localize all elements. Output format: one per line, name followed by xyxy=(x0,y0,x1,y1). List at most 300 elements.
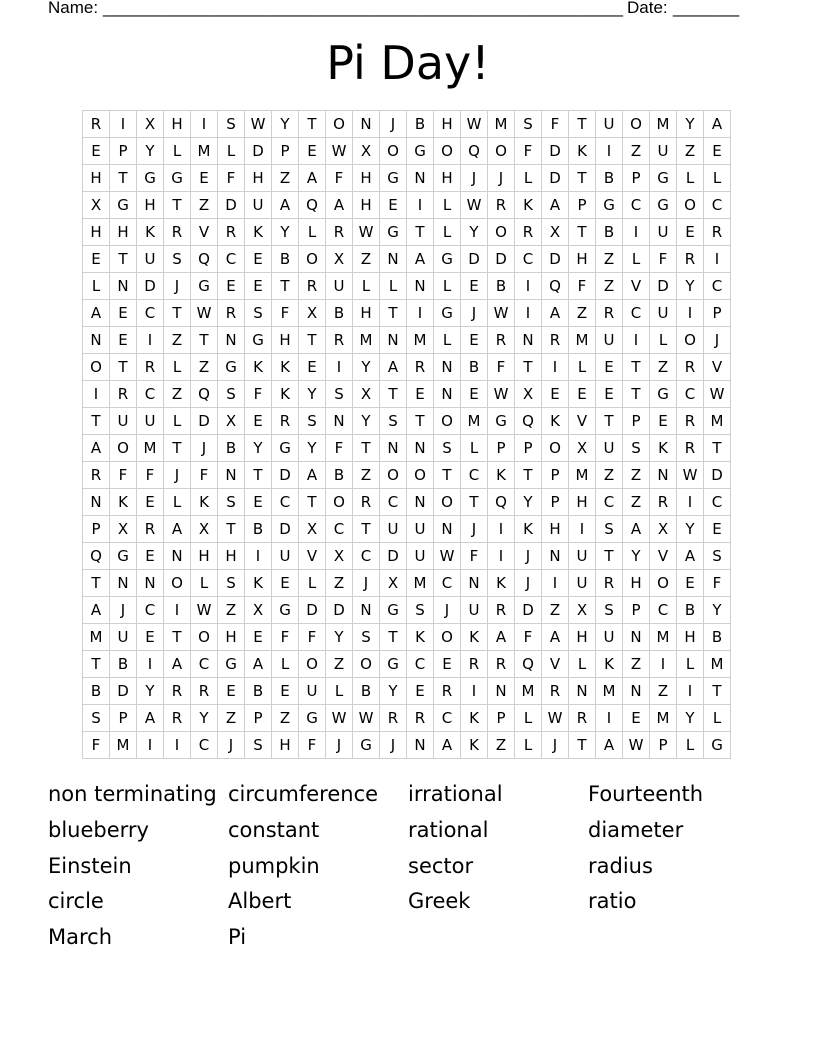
grid-cell: D xyxy=(110,678,137,705)
grid-cell: F xyxy=(461,543,488,570)
grid-cell: G xyxy=(218,354,245,381)
grid-cell: R xyxy=(218,300,245,327)
grid-cell: I xyxy=(704,246,731,273)
grid-cell: L xyxy=(461,435,488,462)
grid-cell: Z xyxy=(542,597,569,624)
grid-cell: D xyxy=(704,462,731,489)
grid-cell: D xyxy=(461,246,488,273)
word-list-item: irrational xyxy=(408,782,503,806)
grid-cell: L xyxy=(272,651,299,678)
grid-cell: W xyxy=(191,300,218,327)
grid-cell: E xyxy=(677,219,704,246)
grid-cell: B xyxy=(704,624,731,651)
grid-cell: R xyxy=(488,192,515,219)
grid-cell: I xyxy=(407,192,434,219)
grid-cell: M xyxy=(407,570,434,597)
grid-cell: B xyxy=(245,516,272,543)
grid-cell: A xyxy=(623,516,650,543)
grid-cell: U xyxy=(110,408,137,435)
grid-cell: S xyxy=(407,597,434,624)
grid-cell: W xyxy=(353,705,380,732)
grid-cell: A xyxy=(407,246,434,273)
word-list-item: Einstein xyxy=(48,853,132,878)
grid-cell: R xyxy=(164,678,191,705)
grid-cell: R xyxy=(83,111,110,138)
grid-cell: Q xyxy=(515,408,542,435)
grid-cell: G xyxy=(110,543,137,570)
grid-cell: L xyxy=(299,219,326,246)
grid-cell: O xyxy=(488,219,515,246)
grid-cell: H xyxy=(353,165,380,192)
grid-cell: W xyxy=(434,543,461,570)
grid-cell: E xyxy=(596,381,623,408)
word-list-item: pumpkin xyxy=(228,853,320,878)
grid-cell: T xyxy=(110,354,137,381)
grid-cell: S xyxy=(245,732,272,759)
grid-row xyxy=(83,192,731,219)
grid-cell: N xyxy=(110,273,137,300)
grid-cell: E xyxy=(704,138,731,165)
grid-cell: H xyxy=(569,489,596,516)
grid-cell: I xyxy=(623,327,650,354)
grid-cell: A xyxy=(83,597,110,624)
grid-cell: K xyxy=(407,624,434,651)
grid-cell: E xyxy=(137,543,164,570)
grid-cell: K xyxy=(272,354,299,381)
grid-cell: A xyxy=(137,705,164,732)
grid-cell: M xyxy=(704,651,731,678)
grid-cell: C xyxy=(137,381,164,408)
grid-cell: I xyxy=(407,300,434,327)
grid-cell: K xyxy=(488,462,515,489)
grid-cell: P xyxy=(569,192,596,219)
grid-cell: N xyxy=(650,462,677,489)
word-list-item: constant xyxy=(228,817,320,842)
grid-cell: F xyxy=(245,381,272,408)
grid-cell: A xyxy=(299,462,326,489)
grid-cell: K xyxy=(596,651,623,678)
grid-cell: O xyxy=(380,138,407,165)
grid-cell: X xyxy=(353,381,380,408)
grid-cell: X xyxy=(191,516,218,543)
grid-cell: I xyxy=(542,570,569,597)
grid-cell: H xyxy=(353,192,380,219)
grid-cell: R xyxy=(434,678,461,705)
grid-cell: I xyxy=(137,732,164,759)
grid-cell: M xyxy=(569,462,596,489)
grid-cell: A xyxy=(164,516,191,543)
grid-cell: S xyxy=(353,624,380,651)
grid-cell: H xyxy=(218,543,245,570)
grid-cell: O xyxy=(110,435,137,462)
grid-cell: Y xyxy=(299,435,326,462)
grid-cell: R xyxy=(542,327,569,354)
grid-cell: O xyxy=(542,435,569,462)
word-list-item: ratio xyxy=(588,889,637,914)
grid-cell: H xyxy=(353,300,380,327)
grid-cell: B xyxy=(461,354,488,381)
grid-row xyxy=(83,300,731,327)
grid-cell: X xyxy=(326,246,353,273)
grid-cell: M xyxy=(83,624,110,651)
grid-cell: J xyxy=(380,732,407,759)
grid-cell: Q xyxy=(191,246,218,273)
grid-cell: U xyxy=(110,624,137,651)
word-list-item: diameter xyxy=(588,817,684,842)
word-list-item: Pi xyxy=(228,925,247,949)
grid-cell: U xyxy=(137,408,164,435)
grid-cell: E xyxy=(299,138,326,165)
grid-cell: P xyxy=(542,489,569,516)
grid-cell: T xyxy=(596,543,623,570)
grid-cell: I xyxy=(596,705,623,732)
grid-cell: Z xyxy=(353,462,380,489)
grid-cell: P xyxy=(650,732,677,759)
grid-cell: X xyxy=(83,192,110,219)
grid-cell: E xyxy=(191,165,218,192)
grid-cell: Q xyxy=(299,192,326,219)
grid-cell: J xyxy=(353,570,380,597)
grid-row xyxy=(83,597,731,624)
grid-row xyxy=(83,408,731,435)
grid-cell: S xyxy=(704,543,731,570)
grid-cell: J xyxy=(515,570,542,597)
grid-cell: G xyxy=(272,435,299,462)
grid-cell: K xyxy=(272,381,299,408)
grid-row xyxy=(83,246,731,273)
grid-cell: Y xyxy=(272,111,299,138)
grid-cell: H xyxy=(137,192,164,219)
grid-cell: G xyxy=(650,192,677,219)
grid-cell: R xyxy=(677,435,704,462)
word-list-item: circumference xyxy=(228,782,379,806)
grid-cell: M xyxy=(488,111,515,138)
grid-cell: F xyxy=(488,354,515,381)
grid-cell: E xyxy=(245,246,272,273)
grid-cell: W xyxy=(461,192,488,219)
grid-cell: I xyxy=(461,678,488,705)
grid-cell: L xyxy=(434,219,461,246)
grid-cell: U xyxy=(596,327,623,354)
grid-cell: F xyxy=(704,570,731,597)
grid-cell: U xyxy=(245,192,272,219)
grid-cell: B xyxy=(326,462,353,489)
grid-cell: H xyxy=(110,219,137,246)
grid-cell: V xyxy=(650,543,677,570)
grid-cell: G xyxy=(299,705,326,732)
grid-cell: N xyxy=(353,111,380,138)
grid-cell: F xyxy=(326,435,353,462)
grid-cell: T xyxy=(407,408,434,435)
grid-cell: L xyxy=(677,651,704,678)
grid-cell: L xyxy=(623,246,650,273)
date-label: Date: xyxy=(627,0,668,17)
grid-cell: Z xyxy=(623,489,650,516)
grid-cell: K xyxy=(650,435,677,462)
grid-cell: X xyxy=(353,138,380,165)
grid-cell: I xyxy=(326,354,353,381)
grid-cell: Z xyxy=(326,570,353,597)
grid-cell: C xyxy=(407,651,434,678)
grid-cell: N xyxy=(218,327,245,354)
grid-cell: K xyxy=(542,408,569,435)
grid-cell: P xyxy=(110,705,137,732)
grid-row xyxy=(83,489,731,516)
grid-cell: P xyxy=(245,705,272,732)
grid-cell: S xyxy=(623,435,650,462)
grid-row xyxy=(83,111,731,138)
grid-cell: A xyxy=(245,651,272,678)
grid-cell: R xyxy=(650,489,677,516)
grid-cell: F xyxy=(191,462,218,489)
word-list-item: March xyxy=(48,925,113,949)
grid-cell: M xyxy=(650,111,677,138)
word-search-grid xyxy=(82,110,731,759)
grid-cell: N xyxy=(83,489,110,516)
grid-cell: U xyxy=(407,516,434,543)
grid-cell: G xyxy=(218,651,245,678)
grid-cell: S xyxy=(218,381,245,408)
grid-cell: T xyxy=(515,354,542,381)
grid-row xyxy=(83,516,731,543)
grid-cell: X xyxy=(326,543,353,570)
grid-cell: I xyxy=(677,300,704,327)
grid-cell: J xyxy=(488,165,515,192)
grid-cell: Z xyxy=(272,165,299,192)
grid-cell: T xyxy=(569,219,596,246)
grid-cell: T xyxy=(164,192,191,219)
grid-cell: S xyxy=(218,570,245,597)
grid-cell: L xyxy=(353,273,380,300)
grid-cell: M xyxy=(596,678,623,705)
word-list-item: circle xyxy=(48,889,104,914)
grid-cell: B xyxy=(488,273,515,300)
grid-cell: U xyxy=(137,246,164,273)
grid-cell: A xyxy=(488,624,515,651)
grid-cell: T xyxy=(299,327,326,354)
grid-cell: W xyxy=(704,381,731,408)
grid-cell: L xyxy=(164,354,191,381)
grid-cell: T xyxy=(110,246,137,273)
grid-cell: Y xyxy=(623,543,650,570)
grid-cell: B xyxy=(326,300,353,327)
grid-cell: C xyxy=(596,489,623,516)
grid-cell: O xyxy=(677,327,704,354)
grid-cell: I xyxy=(569,516,596,543)
grid-cell: T xyxy=(83,651,110,678)
grid-cell: I xyxy=(164,732,191,759)
grid-cell: M xyxy=(407,327,434,354)
word-list-item: rational xyxy=(408,817,489,842)
grid-cell: G xyxy=(380,651,407,678)
grid-cell: I xyxy=(677,678,704,705)
grid-cell: C xyxy=(137,597,164,624)
grid-cell: K xyxy=(488,570,515,597)
grid-cell: M xyxy=(461,408,488,435)
grid-cell: R xyxy=(164,219,191,246)
grid-cell: O xyxy=(650,570,677,597)
grid-cell: V xyxy=(299,543,326,570)
grid-cell: Y xyxy=(272,219,299,246)
grid-cell: L xyxy=(83,273,110,300)
grid-row xyxy=(83,381,731,408)
name-blank-line: _______________________________________________________ xyxy=(103,0,624,17)
grid-cell: W xyxy=(191,597,218,624)
grid-cell: Y xyxy=(461,219,488,246)
grid-cell: E xyxy=(245,408,272,435)
grid-cell: C xyxy=(650,597,677,624)
grid-row xyxy=(83,462,731,489)
grid-cell: G xyxy=(353,732,380,759)
grid-cell: C xyxy=(704,192,731,219)
grid-cell: Z xyxy=(623,651,650,678)
grid-cell: C xyxy=(191,651,218,678)
grid-cell: L xyxy=(434,327,461,354)
grid-cell: R xyxy=(110,381,137,408)
grid-cell: T xyxy=(434,462,461,489)
grid-cell: L xyxy=(380,273,407,300)
grid-cell: L xyxy=(434,192,461,219)
grid-cell: Q xyxy=(488,489,515,516)
grid-cell: D xyxy=(272,462,299,489)
word-list-item: blueberry xyxy=(48,817,149,842)
grid-cell: X xyxy=(380,570,407,597)
grid-cell: S xyxy=(380,408,407,435)
grid-cell: C xyxy=(434,570,461,597)
grid-cell: Y xyxy=(677,111,704,138)
grid-cell: O xyxy=(434,408,461,435)
grid-cell: Z xyxy=(623,462,650,489)
grid-cell: A xyxy=(542,300,569,327)
grid-cell: H xyxy=(569,624,596,651)
grid-cell: R xyxy=(218,219,245,246)
grid-cell: B xyxy=(245,678,272,705)
grid-cell: M xyxy=(569,327,596,354)
name-label: Name: xyxy=(48,0,99,17)
grid-cell: D xyxy=(542,246,569,273)
grid-cell: W xyxy=(326,138,353,165)
grid-cell: K xyxy=(245,354,272,381)
grid-cell: W xyxy=(623,732,650,759)
grid-cell: I xyxy=(488,516,515,543)
grid-cell: R xyxy=(407,354,434,381)
grid-cell: N xyxy=(623,678,650,705)
grid-cell: E xyxy=(110,327,137,354)
grid-cell: D xyxy=(488,246,515,273)
grid-cell: P xyxy=(488,705,515,732)
grid-cell: J xyxy=(110,597,137,624)
grid-cell: D xyxy=(542,138,569,165)
grid-cell: B xyxy=(110,651,137,678)
grid-cell: E xyxy=(623,705,650,732)
grid-cell: F xyxy=(218,165,245,192)
grid-cell: F xyxy=(137,462,164,489)
grid-cell: B xyxy=(218,435,245,462)
word-list-item: Greek xyxy=(408,889,471,914)
grid-cell: I xyxy=(110,111,137,138)
grid-cell: S xyxy=(218,489,245,516)
grid-cell: O xyxy=(83,354,110,381)
grid-cell: J xyxy=(191,435,218,462)
grid-cell: S xyxy=(515,111,542,138)
grid-row xyxy=(83,732,731,759)
grid-cell: X xyxy=(299,300,326,327)
grid-cell: L xyxy=(299,570,326,597)
grid-cell: D xyxy=(299,597,326,624)
grid-row xyxy=(83,327,731,354)
grid-cell: Q xyxy=(461,138,488,165)
grid-cell: Z xyxy=(218,597,245,624)
grid-cell: H xyxy=(272,327,299,354)
grid-cell: T xyxy=(83,408,110,435)
grid-cell: E xyxy=(218,273,245,300)
grid-cell: Z xyxy=(191,192,218,219)
grid-cell: E xyxy=(434,651,461,678)
grid-cell: P xyxy=(704,300,731,327)
grid-cell: I xyxy=(515,300,542,327)
grid-cell: I xyxy=(515,273,542,300)
grid-cell: C xyxy=(380,489,407,516)
grid-cell: L xyxy=(164,489,191,516)
grid-cell: F xyxy=(515,138,542,165)
word-list xyxy=(48,778,788,957)
grid-cell: T xyxy=(110,165,137,192)
grid-cell: N xyxy=(407,732,434,759)
grid-cell: R xyxy=(164,705,191,732)
grid-row xyxy=(83,570,731,597)
grid-cell: J xyxy=(434,597,461,624)
grid-row xyxy=(83,138,731,165)
grid-cell: N xyxy=(110,570,137,597)
grid-cell: N xyxy=(164,543,191,570)
grid-cell: M xyxy=(110,732,137,759)
grid-cell: Y xyxy=(245,435,272,462)
grid-row xyxy=(83,435,731,462)
grid-row xyxy=(83,273,731,300)
grid-cell: Y xyxy=(326,624,353,651)
grid-cell: U xyxy=(326,273,353,300)
grid-cell: S xyxy=(434,435,461,462)
grid-cell: P xyxy=(83,516,110,543)
grid-cell: J xyxy=(461,300,488,327)
word-list-item: Albert xyxy=(228,889,292,914)
grid-cell: J xyxy=(164,462,191,489)
grid-cell: E xyxy=(407,678,434,705)
grid-cell: S xyxy=(596,597,623,624)
grid-row xyxy=(83,705,731,732)
grid-cell: L xyxy=(677,732,704,759)
grid-cell: B xyxy=(83,678,110,705)
grid-cell: N xyxy=(515,327,542,354)
grid-cell: E xyxy=(299,354,326,381)
grid-cell: A xyxy=(83,300,110,327)
grid-cell: N xyxy=(380,327,407,354)
date-blank-line: _______ xyxy=(673,0,740,17)
grid-cell: A xyxy=(299,165,326,192)
grid-row xyxy=(83,651,731,678)
grid-cell: J xyxy=(704,327,731,354)
grid-cell: G xyxy=(380,165,407,192)
grid-cell: H xyxy=(677,624,704,651)
grid-cell: T xyxy=(596,408,623,435)
grid-cell: F xyxy=(272,300,299,327)
grid-cell: B xyxy=(596,165,623,192)
grid-cell: C xyxy=(272,489,299,516)
grid-cell: W xyxy=(677,462,704,489)
grid-cell: E xyxy=(461,327,488,354)
grid-cell: E xyxy=(272,570,299,597)
grid-cell: Z xyxy=(164,381,191,408)
